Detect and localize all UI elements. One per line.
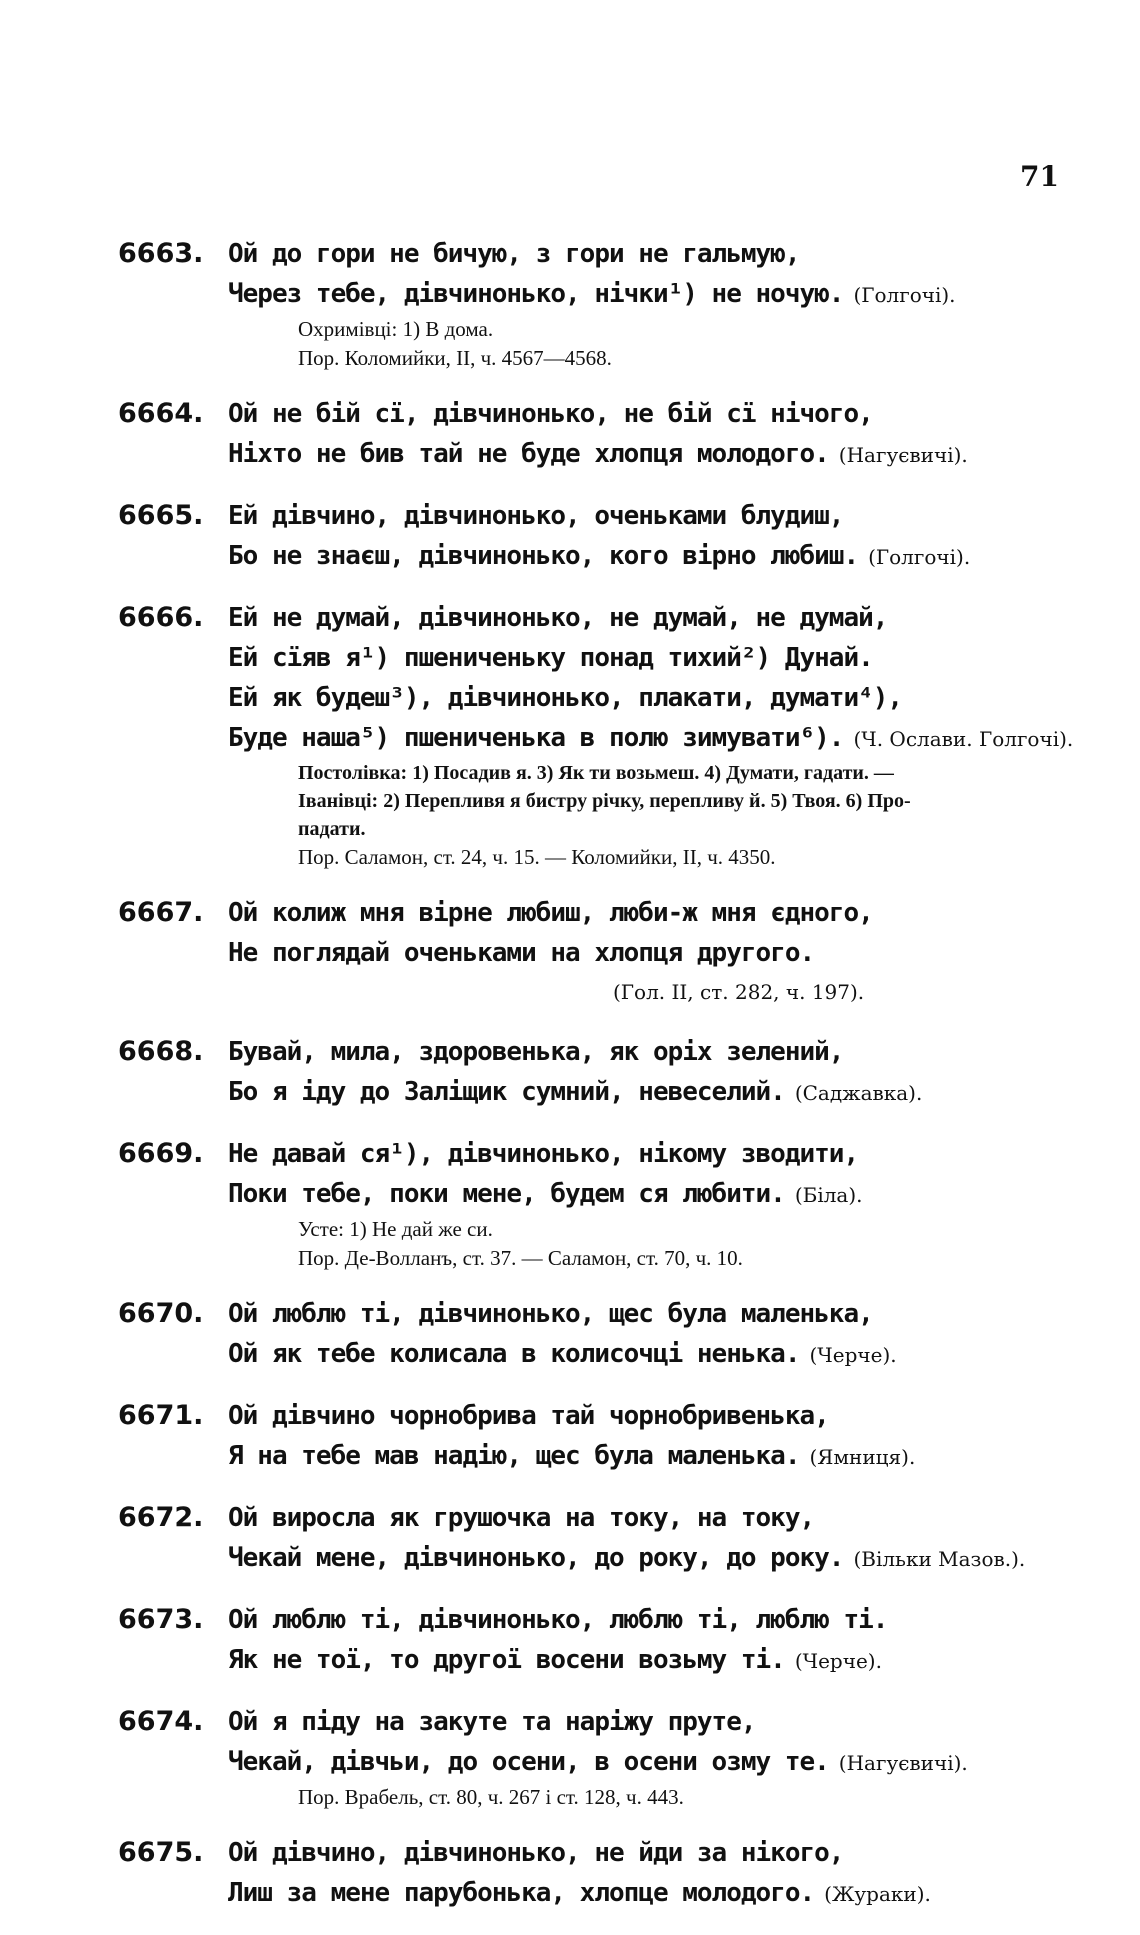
verse-line: Бо не знаєш, дівчинонько, кого вірно любиш. (Голгочі). [228, 541, 971, 571]
entry-number: 6663. [118, 238, 204, 269]
verse-line: Не поглядай оченьками на хлопця другого. [228, 938, 815, 968]
entry-6664 [0, 394, 1140, 475]
cross-reference: Пор. Врабель, ст. 80, ч. 267 і ст. 128, ч. 443. [298, 1785, 684, 1809]
place-name: (Вільки Мазов.). [853, 1547, 1026, 1571]
verse-line: Ей не думай, дівчинонько, не думай, не думай, [228, 603, 888, 633]
verse-line: Ой люблю ті, дівчинонько, люблю ті, люблю ті. [228, 1605, 888, 1635]
footnote: Усте: 1) Не дай же си. [298, 1217, 493, 1241]
entry-number: 6664. [118, 398, 204, 429]
place-name: (Біла). [794, 1183, 863, 1207]
verse-line: Ой люблю ті, дівчинонько, щес була маленька, [228, 1299, 873, 1329]
place-name: (Саджавка). [794, 1081, 923, 1105]
verse-line: Ой дівчино чорнобрива тай чорнобривенька, [228, 1401, 829, 1431]
entry-number: 6668. [118, 1036, 204, 1067]
verse-line: Чекай мене, дівчинонько, до року, до року. (Вільки Мазов.). [228, 1543, 1026, 1573]
footnote: Постолівка: 1) Посадив я. 3) Як ти возьмеш. 4) Думати, гадати. — [298, 762, 894, 784]
verse-line: Бувай, мила, здоровенька, як оріх зелений, [228, 1037, 844, 1067]
song-entries [0, 234, 1140, 1935]
footnote: Охримівці: 1) В дома. [298, 317, 494, 341]
entry-number: 6673. [118, 1604, 204, 1635]
verse-line: Ой до гори не бичую, з гори не гальмую, [228, 239, 800, 269]
entry-6674 [0, 1702, 1140, 1812]
verse-line: Бо я іду до Заліщик сумний, невеселий. (Саджавка). [228, 1077, 923, 1107]
entry-6670 [0, 1294, 1140, 1375]
verse-line: Лиш за мене парубонька, хлопце молодого. (Жураки). [228, 1878, 931, 1908]
verse-line: Ой я піду на закуте та наріжу пруте, [228, 1707, 756, 1737]
verse-line: Буде наша⁵) пшениченька в полю зимувати⁶). (Ч. Ослави. Голгочі). [228, 723, 1074, 753]
place-name: (Нагуєвичі). [838, 443, 968, 467]
source-reference: (Гол. II, ст. 282, ч. 197). [613, 980, 865, 1004]
verse-line: Не давай ся¹), дівчинонько, нікому зводити, [228, 1139, 859, 1169]
entry-number: 6672. [118, 1502, 204, 1533]
verse-line: Ой виросла як грушочка на току, на току, [228, 1503, 815, 1533]
place-name: (Нагуєвичі). [838, 1751, 968, 1775]
cross-reference: Пор. Саламон, ст. 24, ч. 15. — Коломийки, II, ч. 4350. [298, 845, 776, 869]
place-name: (Голгочі). [868, 545, 971, 569]
entry-number: 6665. [118, 500, 204, 531]
entry-number: 6667. [118, 897, 204, 928]
entry-number: 6669. [118, 1138, 204, 1169]
entry-6673 [0, 1600, 1140, 1681]
verse-line: Ой як тебе колисала в колисочці ненька. (Черче). [228, 1339, 897, 1369]
footnote: Іванівці: 2) Перепливя я бистру річку, перепливу й. 5) Твоя. 6) Про- [298, 790, 911, 812]
verse-line: Ой колиж мня вірне любиш, люби-ж мня єдного, [228, 898, 873, 928]
entry-6667 [0, 893, 1140, 1011]
verse-line: Ой дівчино, дівчинонько, не йди за нікого, [228, 1838, 844, 1868]
footnote: падати. [298, 818, 366, 840]
verse-line: Я на тебе мав надію, щес була маленька. (Ямниця). [228, 1441, 916, 1471]
place-name: (Ч. Ослави. Голгочі). [853, 727, 1074, 751]
verse-line: Ей як будеш³), дівчинонько, плакати, думати⁴), [228, 683, 903, 713]
verse-line: Ей сїяв я¹) пшениченьку понад тихий²) Дунай. [228, 643, 873, 673]
page-number: 71 [1020, 160, 1059, 193]
place-name: (Черче). [809, 1343, 897, 1367]
place-name: (Голгочі). [853, 283, 956, 307]
entry-6665 [0, 496, 1140, 577]
place-name: (Жураки). [824, 1882, 931, 1906]
entry-number: 6671. [118, 1400, 204, 1431]
verse-line: Через тебе, дівчинонько, нічки¹) не ночую. (Голгочі). [228, 279, 956, 309]
verse-line: Ой не бій сї, дівчинонько, не бій сї нічого, [228, 399, 873, 429]
variant-notes [228, 759, 1068, 843]
place-name: (Черче). [794, 1649, 882, 1673]
entry-6669 [0, 1134, 1140, 1273]
entry-6663 [0, 234, 1140, 373]
cross-reference: Пор. Де-Волланъ, ст. 37. — Саламон, ст. 70, ч. 10. [298, 1246, 743, 1270]
entry-6675 [0, 1833, 1140, 1914]
entry-number: 6675. [118, 1837, 204, 1868]
verse-line: Поки тебе, поки мене, будем ся любити. (Біла). [228, 1179, 863, 1209]
entry-6671 [0, 1396, 1140, 1477]
entry-6672 [0, 1498, 1140, 1579]
verse-line: Як не тої, то другої восени возьму ті. (Черче). [228, 1645, 882, 1675]
place-name: (Ямниця). [809, 1445, 916, 1469]
cross-reference: Пор. Коломийки, II, ч. 4567—4568. [298, 346, 612, 370]
verse-line: Ей дівчино, дівчинонько, оченьками блудиш, [228, 501, 844, 531]
entry-6666 [0, 598, 1140, 872]
verse-line: Чекай, дівчьи, до осени, в осени озму те. (Нагуєвичі). [228, 1747, 968, 1777]
verse-line: Ніхто не бив тай не буде хлопця молодого. (Нагуєвичі). [228, 439, 968, 469]
entry-number: 6666. [118, 602, 204, 633]
entry-number: 6670. [118, 1298, 204, 1329]
entry-number: 6674. [118, 1706, 204, 1737]
entry-6668 [0, 1032, 1140, 1113]
